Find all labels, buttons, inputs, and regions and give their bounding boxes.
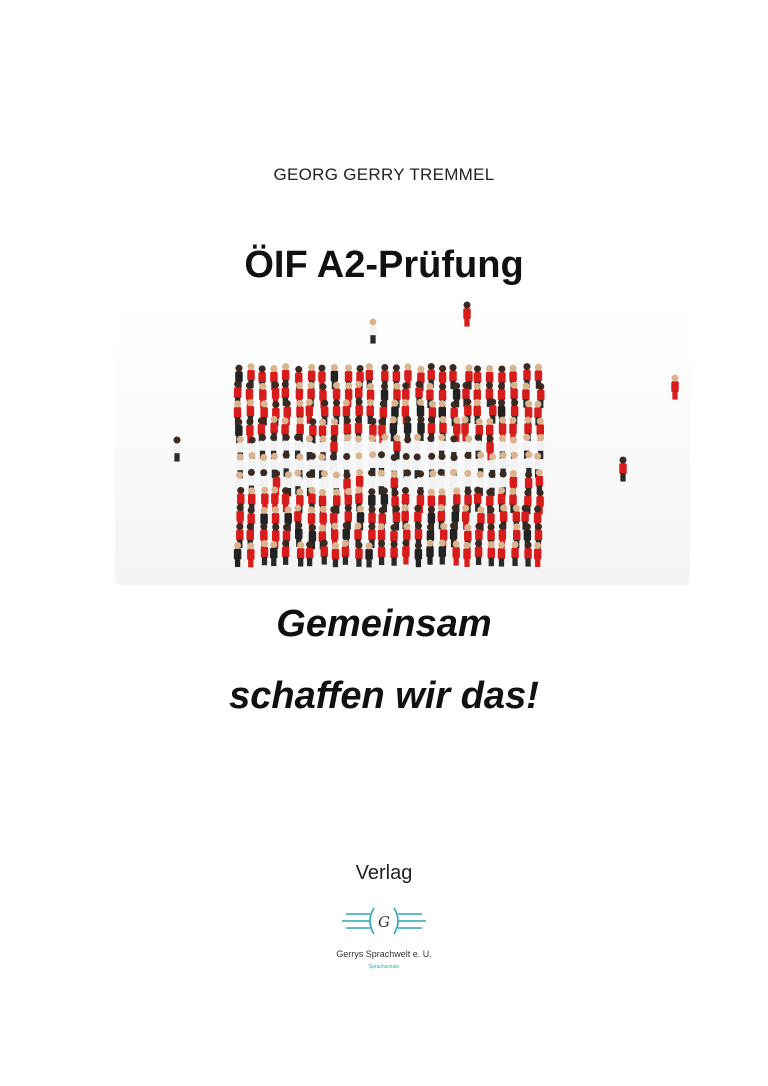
crowd-person [534,542,541,567]
crowd-person [524,542,531,567]
crowd-person [488,541,495,566]
crowd-person [297,541,304,566]
publisher-label: Verlag [355,862,413,884]
crowd-person [342,540,349,565]
crowd-person [270,541,277,566]
slogan-line-1: Gemeinsam [276,603,492,645]
stray-person [463,301,470,326]
stray-person [671,374,678,399]
stray-person [369,318,376,343]
cover-illustration [115,300,690,585]
crowd-person [378,540,385,565]
crowd-person [247,542,254,567]
publisher-tagline: Sprachschule [368,964,400,970]
crowd-person [261,540,268,565]
crowd-person [321,540,328,565]
crowd-person [452,540,459,565]
crowd-person [402,539,409,564]
crowd-person [234,542,241,567]
svg-text:G: G [378,913,390,931]
crowd-flag-image [115,300,690,585]
author-name: GEORG GERRY TREMMEL [273,165,495,184]
crowd-person [306,541,313,566]
crowd-person [390,541,397,566]
stray-person [619,456,626,481]
crowd-person [498,542,505,567]
crowd-person [426,540,433,565]
crowd-person [282,540,289,565]
crowd-person [355,542,362,567]
publisher-emblem [314,902,454,947]
stray-person [173,436,180,461]
crowd-person [365,542,372,567]
publisher-name: Gerrys Sprachwelt e. U. [336,949,432,959]
crowd-person [439,539,446,564]
crowd-person [415,542,422,567]
book-title: ÖIF A2-Prüfung [244,244,524,286]
crowd-person [332,542,339,567]
crowd-person [475,540,482,565]
publisher-logo [314,902,454,977]
crowd-person [511,541,518,566]
slogan-line-2: schaffen wir das! [229,675,539,717]
crowd-person [463,542,470,567]
